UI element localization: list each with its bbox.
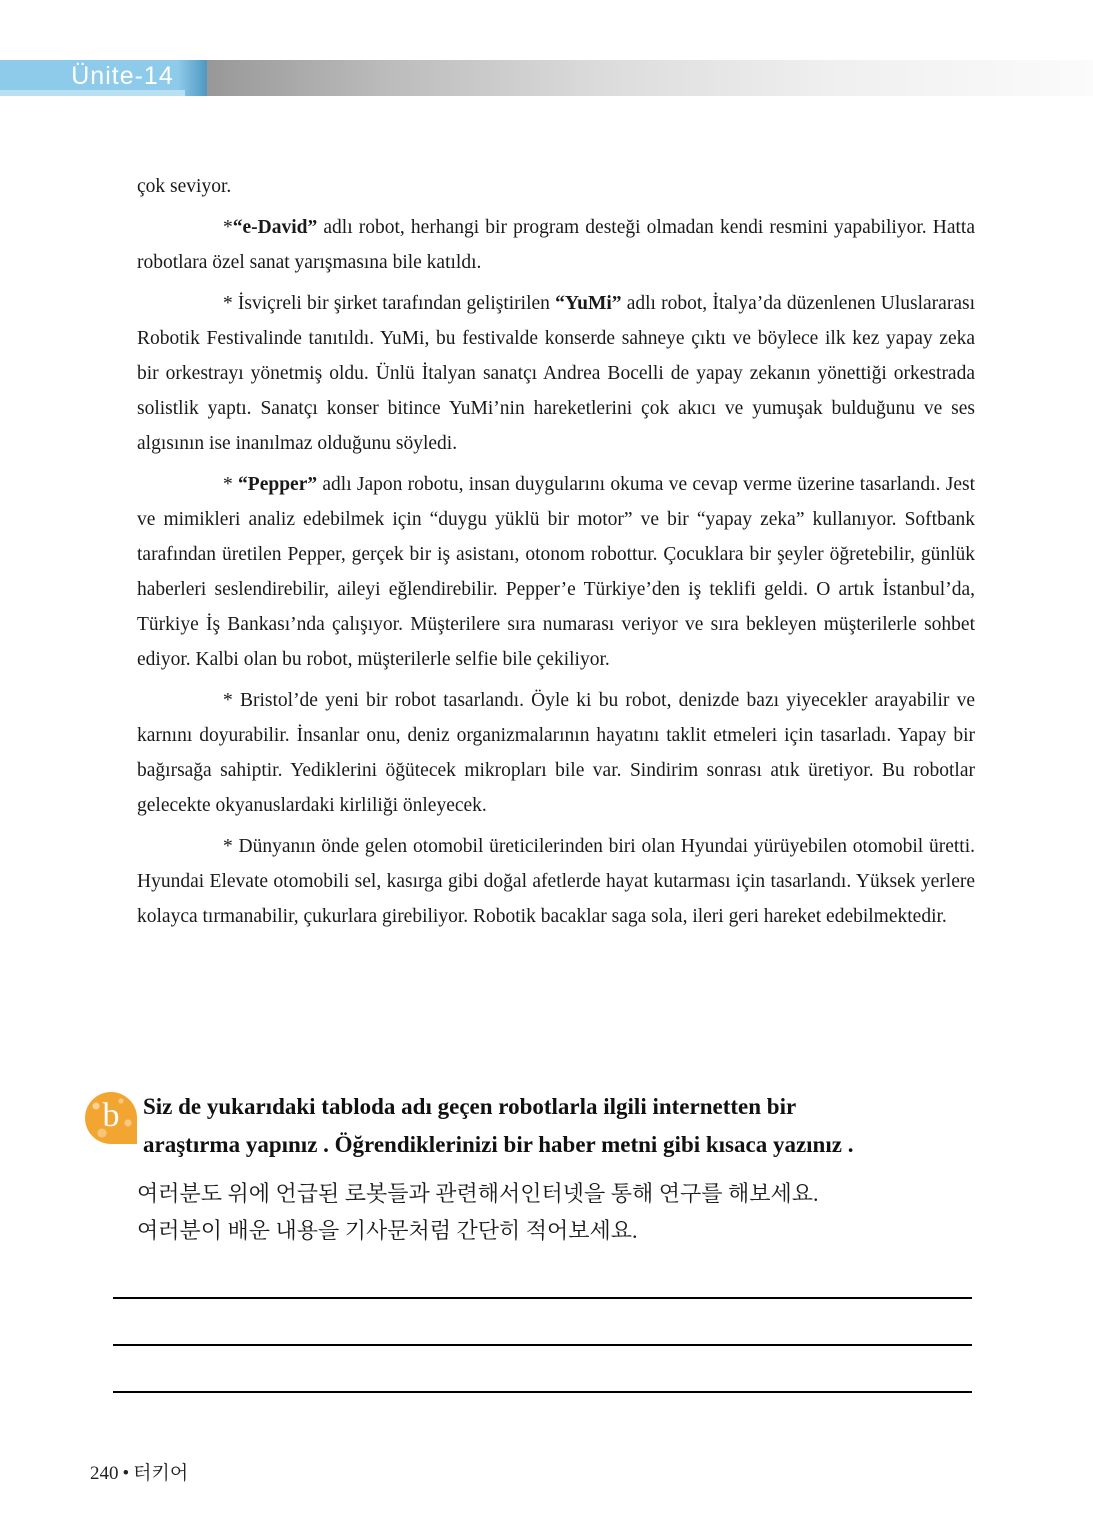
text-run: çok seviyor. (137, 176, 232, 197)
header-gradient-bar (207, 60, 1093, 96)
answer-writing-line (113, 1391, 972, 1393)
text-run: * Dünyanın önde gelen otomobil üreticilerinden biri olan Hyundai yürüyebilen otomobil üretti. Hyundai Elevate otomobili sel, kasırga gibi doğal afetlerde hayat kutarması için tasarlandı. Yüksek yerlere kolayca tırmanabilir, çukurlara girebiliyor. Robotik bacaklar saga sola, ileri geri hareket edebilmektedir. (137, 836, 975, 927)
paragraph (137, 683, 975, 823)
paragraph (137, 286, 975, 461)
paragraph (137, 210, 975, 280)
text-line: 여러분이 배운 내용을 기사문처럼 간단히 적어보세요. (137, 1218, 638, 1243)
badge-letter-b: b (102, 1097, 120, 1134)
robot-name-bold: “YuMi” (555, 293, 622, 314)
text-run: adlı Japon robotu, insan duygularını okuma ve cevap verme üzerine tasarlandı. Jest ve mimikleri analiz edebilmek için “duygu yüklü bir motor” ve bir “yapay zeka” kullanıyor. Softbank tarafından üretilen Pepper, gerçek bir iş asistanı, otonom robottur. Çocuklara bir şeyler öğretebilir, günlük haberleri seslendirebilir, aileyi eğlendirebilir. Pepper’e Türkiye’den iş teklifi geldi. O artık İstanbul’da, Türkiye İş Bankası’nda çalışıyor. Müşterilere sıra numarası veriyor ve sıra bekleyen müşterilerle sohbet ediyor. Kalbi olan bu robot, müşterilerle selfie bile çekiliyor. (137, 474, 975, 670)
unit-header (0, 60, 1093, 96)
reading-passage (137, 169, 975, 940)
paragraph (137, 467, 975, 677)
text-run: adlı robot, herhangi bir program desteği olmadan kendi resmini yapabiliyor. Hatta robotlara özel sanat yarışmasına bile katıldı. (137, 217, 975, 273)
page-number: 240 (90, 1463, 119, 1484)
text-run: * (223, 217, 233, 238)
footer-separator-dot: • (122, 1463, 130, 1484)
unit-title: Ünite-14 (71, 62, 174, 90)
answer-writing-line (113, 1297, 972, 1299)
activity-b-section (85, 1088, 930, 1249)
text-line: araştırma yapınız . Öğrendiklerinizi bir haber metni gibi kısaca yazınız . (143, 1132, 854, 1157)
text-run: adlı robot, İtalya’da düzenlenen Uluslararası Robotik Festivalinde tanıtıldı. YuMi, bu festivalde konserde sahneye çıktı ve böylece ilk kez yapay zeka bir orkestrayı yönetmiş oldu. Ünlü İtalyan sanatçı Andrea Bocelli de yapay zekanın yönettiği orkestrada solistlik yaptı. Sanatçı konser bitince YuMi’nin hareketlerini çok akıcı ve yumuşak bulduğunu ve ses algısının ise inanılmaz olduğunu söyledi. (137, 293, 975, 454)
robot-name-bold: “Pepper” (238, 474, 318, 495)
activity-instruction-korean (137, 1175, 930, 1249)
activity-instruction-turkish (143, 1088, 930, 1164)
text-run: * Bristol’de yeni bir robot tasarlandı. Öyle ki bu robot, denizde bazı yiyecekler arayabilir ve karnını doyurabilir. İnsanlar onu, deniz organizmalarının hayatını taklit etmeleri için tasarladı. Yapay bir bağırsağa sahiptir. Yediklerini öğütecek mikropları bile var. Sindirim sonrası atık üretiyor. Bu robotlar gelecekte okyanuslardaki kirliliği önleyecek. (137, 690, 975, 816)
paragraph (137, 829, 975, 934)
activity-b-badge (85, 1092, 137, 1144)
answer-lines (113, 1297, 972, 1438)
answer-writing-line (113, 1344, 972, 1346)
book-title-korean: 터키어 (133, 1463, 189, 1484)
paragraph (137, 169, 975, 204)
page-footer (90, 1458, 192, 1485)
text-run: * (223, 474, 239, 495)
unit-tab (0, 60, 207, 96)
text-run: * İsviçreli bir şirket tarafından geliştirilen (223, 293, 556, 314)
robot-name-bold: “e-David” (232, 217, 318, 238)
text-line: 여러분도 위에 언급된 로봇들과 관련해서인터넷을 통해 연구를 해보세요. (137, 1181, 819, 1206)
text-line: Siz de yukarıdaki tabloda adı geçen robotlarla ilgili internetten bir (143, 1094, 797, 1119)
